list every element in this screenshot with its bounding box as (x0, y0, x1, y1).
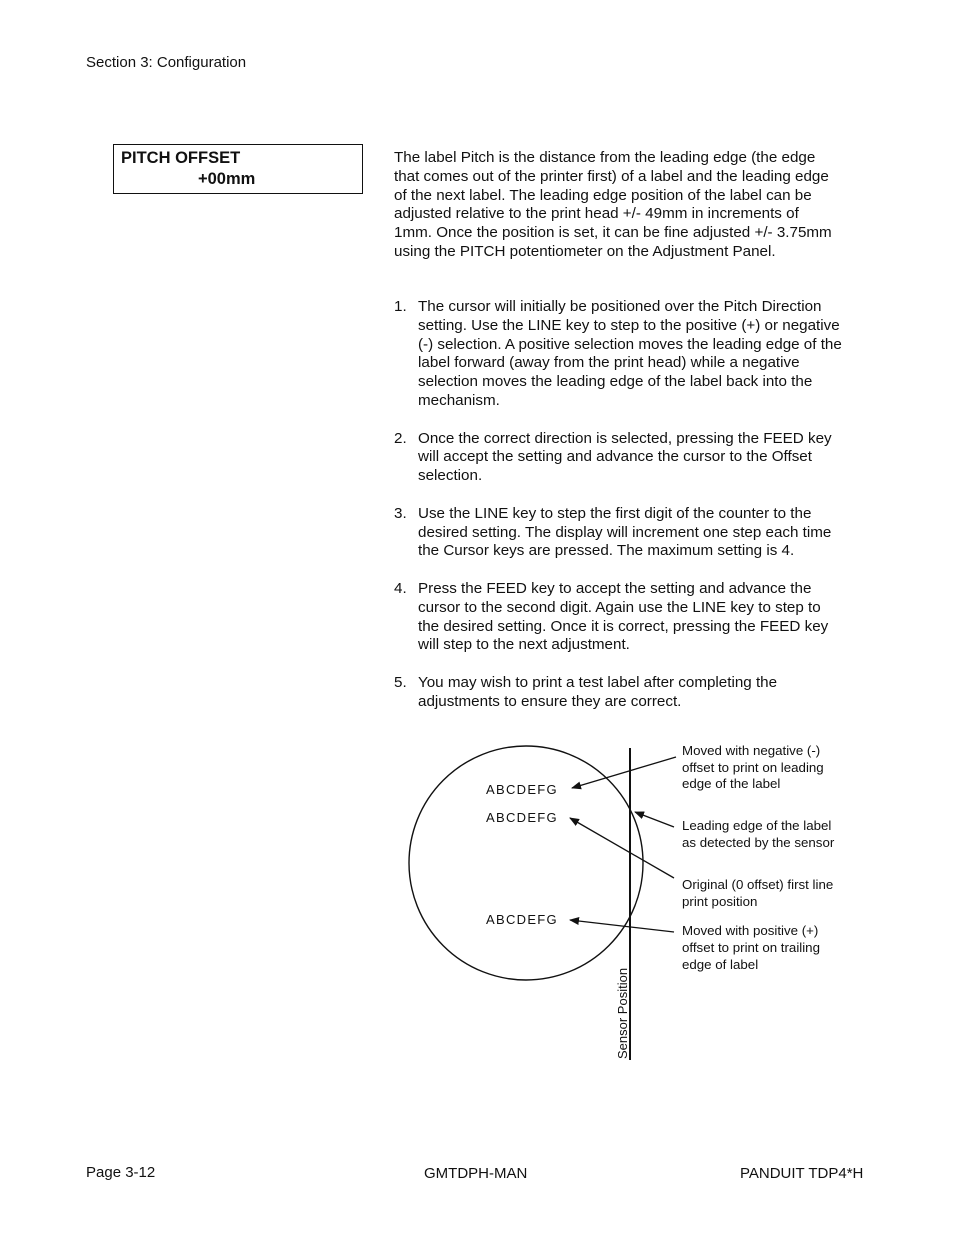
step-number: 5. (394, 673, 407, 691)
step-number: 3. (394, 504, 407, 522)
callout-negative-line: Moved with negative (-) (682, 743, 821, 758)
footer-page-number: Page 3-12 (86, 1164, 156, 1181)
step-text: Use the LINE key to step the first digit of the counter to the desired setting. The display will increment one step each time the Cursor keys are pressed. The maximum setting is 4. (418, 504, 832, 560)
sensor-position-label: Sensor Position (615, 967, 630, 1059)
step-text: Press the FEED key to accept the setting and advance the cursor to the second digit. Again use the LINE key to step to the desired setting. Once it is correct, pressing the FEED key will step to the next adjustment. (418, 579, 829, 654)
callout-original (682, 877, 833, 909)
footer-product: PANDUIT TDP4*H (740, 1165, 864, 1182)
callout-negative-line: offset to print on leading (682, 760, 824, 775)
step-text: You may wish to print a test label after completing the adjustments to ensure they are correct. (418, 673, 778, 710)
callout-leading-edge-line: Leading edge of the label (682, 818, 832, 833)
callout-positive-line: edge of label (682, 957, 759, 972)
callout-leading-edge-line: as detected by the sensor (682, 835, 835, 850)
display-line-2: +00mm (198, 170, 256, 188)
display-line-1: PITCH OFFSET (121, 149, 241, 167)
step-number: 2. (394, 429, 407, 447)
callout-negative-line: edge of the label (682, 776, 781, 791)
callout-original-line: print position (682, 894, 758, 909)
step-number: 4. (394, 579, 407, 597)
step-number: 1. (394, 298, 407, 315)
arrow-leading-edge (635, 812, 674, 827)
callout-positive-line: offset to print on trailing (682, 940, 820, 955)
callout-positive-line: Moved with positive (+) (682, 923, 819, 938)
sample-text-negative: ABCDEFG (486, 782, 558, 797)
callout-leading-edge (682, 818, 835, 850)
step-text: The cursor will initially be positioned over the Pitch Direction setting. Use the LINE key to step to the positive (+) or negative (-) selection. A positive selection moves the leading edge of the label forward (away from the print head) while a negative selection moves the leading edge of the label back into the mechanism. (418, 298, 842, 409)
callout-negative (682, 743, 824, 791)
step-text: Once the correct direction is selected, pressing the FEED key will accept the setting and advance the cursor to the Offset selection. (418, 429, 832, 485)
sample-text-positive: ABCDEFG (486, 912, 558, 927)
callout-original-line: Original (0 offset) first line (682, 877, 834, 892)
footer-doc-id: GMTDPH-MAN (424, 1165, 528, 1182)
arrow-original (570, 818, 674, 878)
section-header: Section 3: Configuration (86, 54, 247, 71)
sample-text-original: ABCDEFG (486, 810, 558, 825)
intro-paragraph: The label Pitch is the distance from the leading edge (the edge that comes out of the printer first) of a label and the leading edge of the next label. The leading edge position of the label can be adjusted relative to the print head +/- 49mm in increments of 1mm. Once the position is set, it can be fine adjusted +/- 3.75mm using the PITCH potentiometer on the Adjustment Panel. (394, 149, 832, 260)
arrow-negative (572, 757, 676, 788)
callout-positive (682, 923, 820, 972)
